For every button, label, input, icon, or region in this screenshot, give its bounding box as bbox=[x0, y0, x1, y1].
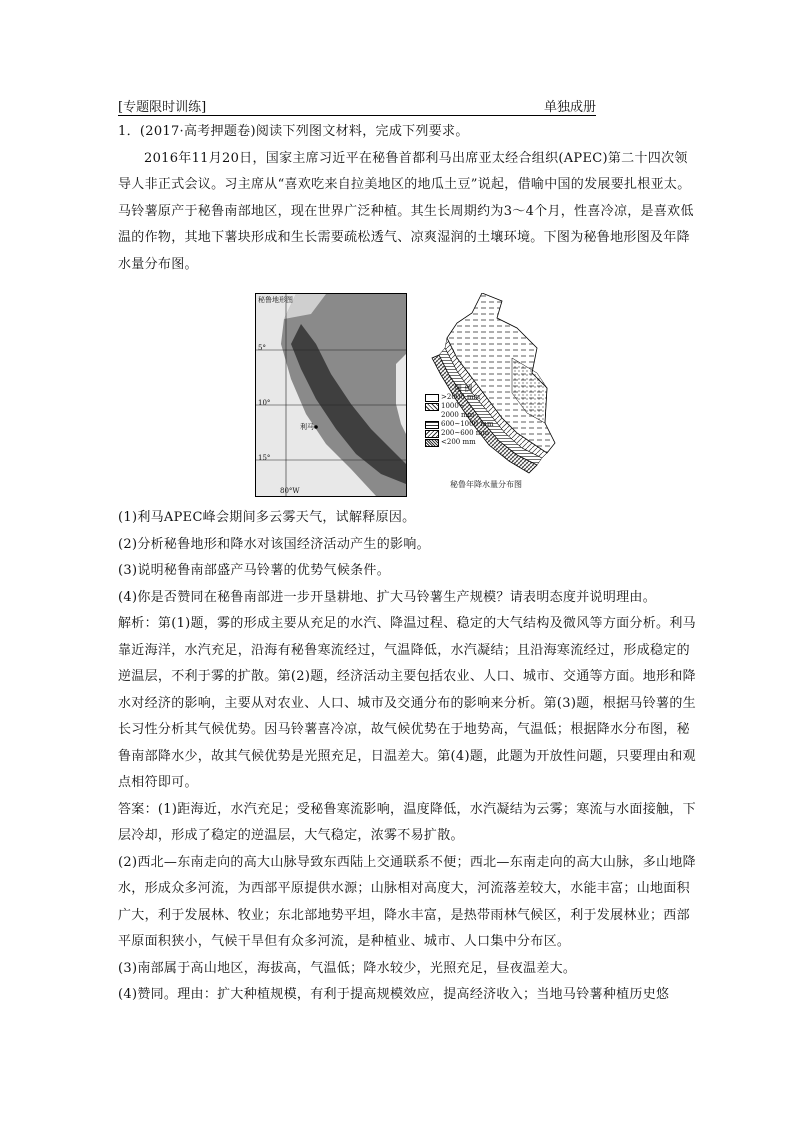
legend-swatch bbox=[425, 439, 439, 447]
legend-item bbox=[425, 420, 494, 429]
answer-2: (2)西北—东南走向的高大山脉导致东西陆上交通联系不便；西北—东南走向的高大山脉，多山地降水，形成众多河流，为西部平原提供水源；山脉相对高度大，河流落差较大，水能丰富；山地面积广大，利于发展林、牧业；东北部地势平坦，降水丰富，是热带雨林气候区，利于发展林业；西部平原面积狭小，气候干旱但有众多河流，是种植业、城市、人口集中分布区。 bbox=[118, 854, 696, 949]
page-header bbox=[118, 95, 596, 116]
legend-swatch bbox=[425, 394, 439, 402]
legend-item bbox=[425, 402, 494, 411]
legend-item bbox=[425, 438, 494, 447]
legend-swatch bbox=[425, 421, 439, 429]
question-block bbox=[118, 119, 698, 278]
legend-label: 1000~ bbox=[441, 402, 465, 410]
legend-label: 2000 mm bbox=[441, 411, 475, 419]
rainfall-map-caption: 秘鲁年降水量分布图 bbox=[450, 480, 522, 489]
legend-item bbox=[425, 393, 494, 402]
legend-swatch bbox=[425, 430, 439, 438]
question-intro: 1．(2017·高考押题卷)阅读下列图文材料，完成下列要求。 bbox=[118, 124, 469, 139]
legend-label: 200~600 mm bbox=[441, 429, 490, 437]
legend-label: 600~1000 mm bbox=[441, 420, 494, 428]
header-section-label: [专题限时训练] bbox=[118, 100, 207, 115]
legend-item bbox=[425, 429, 494, 438]
sub-question-1: (1)利马APEC峰会期间多云雾天气，试解释原因。 bbox=[118, 510, 416, 525]
rainfall-legend bbox=[425, 384, 494, 447]
lima-label: 利马 bbox=[300, 423, 314, 431]
legend-label: >2000 mm bbox=[441, 393, 481, 401]
answer-4: (4)赞同。理由：扩大种植规模，有利于提高规模效应，提高经济收入；当地马铃薯种植历史悠 bbox=[118, 987, 670, 1002]
sub-question-4: (4)你是否赞同在秘鲁南部进一步开垦耕地、扩大马铃薯生产规模？请表明态度并说明理由。 bbox=[118, 589, 657, 605]
sub-question-2: (2)分析秘鲁地形和降水对该国经济活动产生的影响。 bbox=[118, 536, 430, 552]
legend-swatch bbox=[425, 403, 439, 411]
analysis-text: 解析：第(1)题，雾的形成主要从充足的水汽、降温过程、稳定的大气结构及微风等方面分析。利马靠近海洋，水汽充足，沿海有秘鲁寒流经过，气温降低，水汽凝结；且沿海寒流经过，形成稳定的逆温层，不利于雾的扩散。第(2)题，经济活动主要包括农业、人口、城市、交通等方面。地形和降水对经济的影响，主要从对农业、人口、城市及交通分布的影响来分析。第(3)题，根据马铃薯的生长习性分析其气候优势。因马铃薯喜冷凉，故气候优势在于地势高，气温低；根据降水分布图，秘鲁南部降水少，故其气候优势是光照充足，日温差大。第(4)题，此题为开放性问题，只要理由和观点相符即可。 bbox=[118, 616, 696, 790]
map-title: 秘鲁地形图 bbox=[258, 296, 293, 304]
lat-label-10: 10° bbox=[258, 399, 271, 407]
answer-block bbox=[118, 505, 698, 1009]
answer-3: (3)南部属于高山地区，海拔高，气温低；降水较少，光照充足，昼夜温差大。 bbox=[118, 960, 577, 976]
header-booklet-label: 单独成册 bbox=[543, 100, 596, 115]
legend-item bbox=[425, 411, 494, 420]
legend-label: <200 mm bbox=[441, 438, 476, 446]
legend-title: 图 例 bbox=[454, 384, 473, 393]
answer-1: 答案：(1)距海近，水汽充足；受秘鲁寒流影响，温度降低，水汽凝结为云雾；寒流与水面接触，下层冷却，形成了稳定的逆温层，大气稳定，浓雾不易扩散。 bbox=[118, 801, 696, 843]
question-material: 2016年11月20日，国家主席习近平在秘鲁首都利马出席亚太经合组织(APEC)第二十四次领导人非正式会议。习主席从“喜欢吃来自拉美地区的地瓜土豆”说起，借喻中国的发展要扎根亚太。马铃薯原产于秘鲁南部地区，现在世界广泛种植。其生长周期约为3～4个月，性喜冷凉，是喜欢低温的作物，其地下薯块形成和生长需要疏松透气、凉爽湿润的土壤环境。下图为秘鲁地形图及年降水量分布图。 bbox=[118, 150, 694, 272]
peru-terrain-map bbox=[255, 293, 407, 497]
figure bbox=[255, 293, 555, 498]
lat-label-5: 5° bbox=[258, 344, 266, 352]
sub-question-3: (3)说明秘鲁南部盛产马铃薯的优势气候条件。 bbox=[118, 563, 391, 578]
lon-label-80w: 80°W bbox=[280, 487, 300, 495]
lat-label-15: 15° bbox=[258, 454, 271, 462]
terrain-map-graphic bbox=[256, 294, 406, 496]
